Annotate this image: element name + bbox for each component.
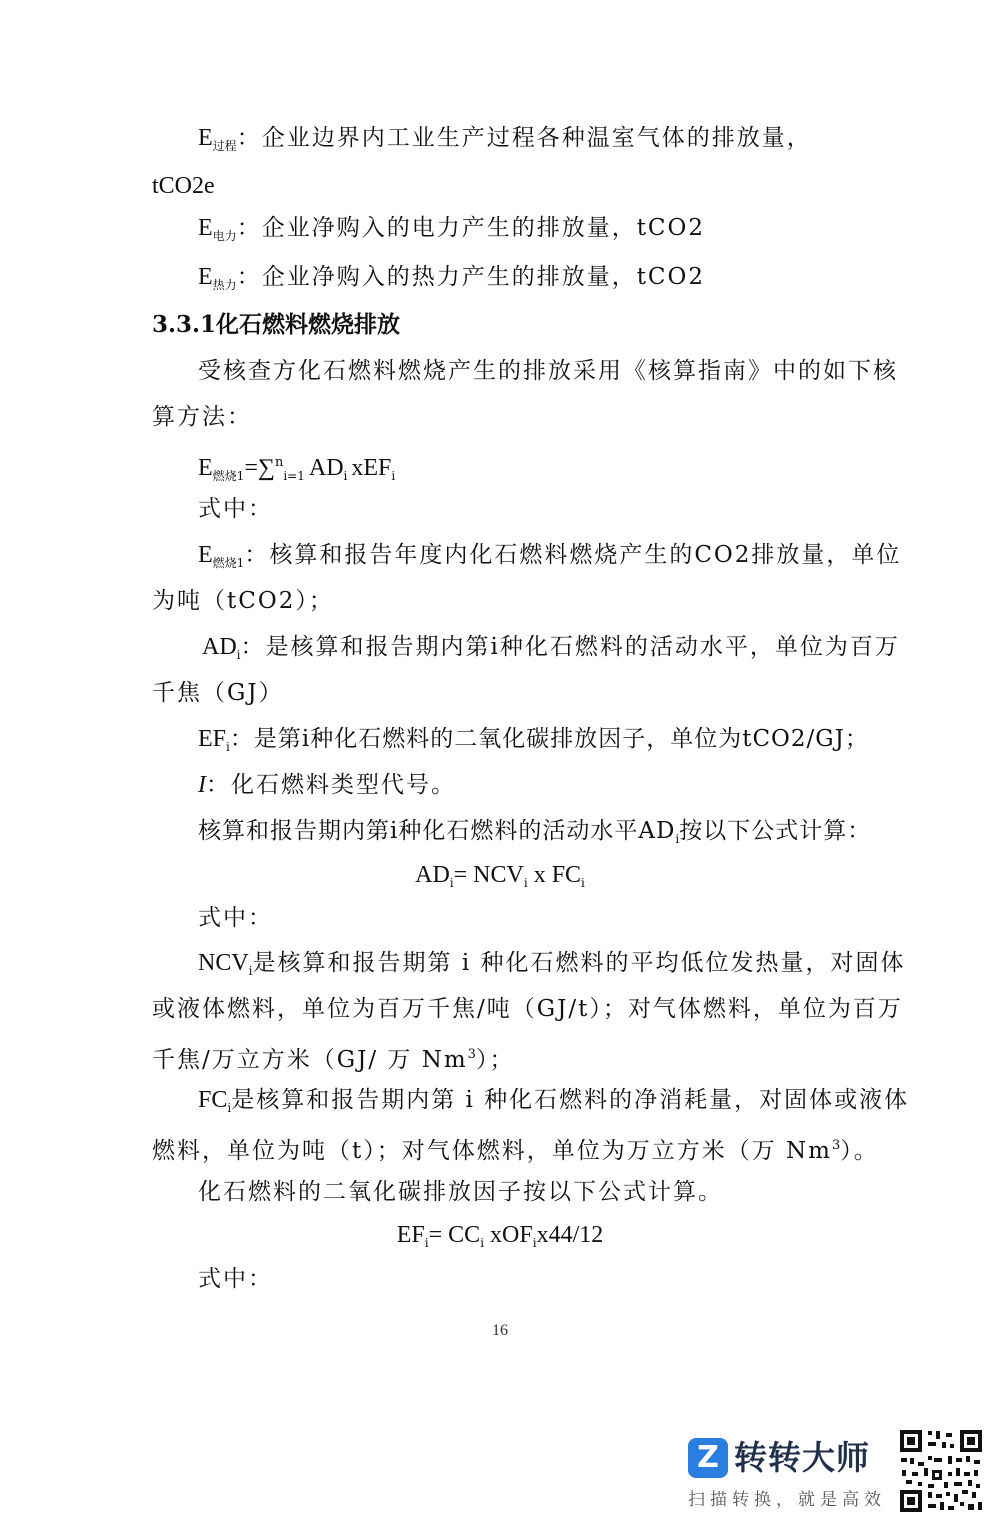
subscript-i: i xyxy=(248,964,253,978)
symbol-xef: xEF xyxy=(351,455,392,481)
line-e-power xyxy=(198,213,705,251)
where-label-3: 式中： xyxy=(198,1266,273,1292)
subscript-burn1: 燃烧1 xyxy=(212,469,245,483)
line-e-heat xyxy=(198,262,705,300)
where-label-1: 式中： xyxy=(198,496,273,522)
paragraph-ef-calc: 化石燃料的二氧化碳排放因子按以下公式计算。 xyxy=(198,1179,723,1205)
definition-ncv xyxy=(198,948,906,986)
text-e-heat: ：企业净购入的热力产生的排放量，tCO2 xyxy=(236,264,706,290)
text-ad-calc: 核算和报告期内第i种化石燃料的活动水平AD xyxy=(198,818,676,844)
subscript-i: i xyxy=(480,1236,485,1250)
watermark-logo-letter: Z xyxy=(697,1440,719,1475)
subscript-i: i xyxy=(675,832,680,846)
symbol-ad: AD xyxy=(415,862,450,888)
symbol-i-italic: I xyxy=(198,772,206,798)
text-unit-tco2e: tCO2e xyxy=(152,173,215,199)
definition-e-burn xyxy=(198,540,901,578)
definition-fc-line2 xyxy=(152,1131,879,1166)
subscript-i1: i=1 xyxy=(283,469,305,483)
subscript-i: i xyxy=(227,1101,232,1115)
sum-sign: =∑ xyxy=(244,455,275,481)
text-def-ef: ：是第i种化石燃料的二氧化碳排放因子，单位为tCO2/GJ； xyxy=(229,726,869,752)
subscript-i: i xyxy=(343,469,348,483)
subscript-i: i xyxy=(226,740,230,754)
text-def-e: ：核算和报告年度内化石燃料燃烧产生的CO2排放量，单位 xyxy=(244,542,902,568)
paragraph-ad-calc xyxy=(198,816,871,854)
symbol-ef: EF xyxy=(198,726,227,752)
subscript-i: i xyxy=(449,876,454,890)
section-heading: 3.3.1化石燃料燃烧排放 xyxy=(152,311,401,338)
subscript-i: i xyxy=(236,648,241,662)
line-e-process-unit xyxy=(152,171,215,201)
symbol-e: E xyxy=(198,125,213,151)
symbol-e: E xyxy=(198,215,213,241)
symbol-cc: = CC xyxy=(428,1222,481,1248)
where-label-2: 式中： xyxy=(198,905,273,931)
subscript-burn1: 燃烧1 xyxy=(212,556,245,570)
definition-ncv-line3 xyxy=(152,1040,514,1075)
text-ncv-line1: 是核算和报告期第 i 种化石燃料的平均低位发热量，对固体 xyxy=(252,950,906,976)
definition-i xyxy=(198,770,456,800)
subscript-i: i xyxy=(424,1236,429,1250)
text-ncv-line3: 千焦/万立方米（GJ/ 万 Nm xyxy=(152,1047,468,1073)
symbol-ad: AD xyxy=(202,634,237,660)
subscript-process: 过程 xyxy=(212,139,237,153)
definition-ad xyxy=(202,632,900,670)
formula-activity-level xyxy=(0,860,1000,898)
definition-e-burn-line2: 为吨（tCO2）； xyxy=(152,588,334,614)
subscript-i: i xyxy=(532,1236,537,1250)
text-ncv-line3-tail: ）； xyxy=(475,1047,515,1073)
formula-combustion xyxy=(198,448,395,491)
symbol-ncv: = NCV xyxy=(453,862,524,888)
definition-fc xyxy=(198,1085,909,1123)
subscript-i: i xyxy=(391,469,396,483)
text-def-i: ：化石燃料类型代号。 xyxy=(206,772,456,798)
definition-ad-line2: 千焦（GJ） xyxy=(152,680,284,706)
watermark-tagline: 扫描转换，就是高效 xyxy=(688,1490,886,1510)
symbol-ncv: NCV xyxy=(198,950,249,976)
symbol-of: xOF xyxy=(484,1222,533,1248)
symbol-ad: AD xyxy=(308,455,344,481)
subscript-heat: 热力 xyxy=(212,278,237,292)
text-e-power: ：企业净购入的电力产生的排放量，tCO2 xyxy=(236,215,706,241)
superscript-3: 3 xyxy=(467,1047,476,1062)
symbol-e: E xyxy=(198,542,213,568)
text-ad-calc-tail: 按以下公式计算： xyxy=(679,818,872,844)
superscript-3: 3 xyxy=(832,1138,841,1153)
qr-code-icon xyxy=(898,1428,984,1514)
definition-ncv-line2: 或液体燃料，单位为百万千焦/吨（GJ/t）；对气体燃料，单位为百万 xyxy=(152,996,903,1022)
superscript-n: n xyxy=(274,455,284,470)
paragraph-intro-line1: 受核查方化石燃料燃烧产生的排放采用《核算指南》中的如下核 xyxy=(198,358,898,384)
definition-ef xyxy=(198,724,869,762)
page-number: 16 xyxy=(492,1322,508,1339)
subscript-i: i xyxy=(523,876,528,890)
text-fc-line1: 是核算和报告期内第 i 种化石燃料的净消耗量，对固体或液体 xyxy=(231,1087,910,1113)
symbol-ef: EF xyxy=(396,1222,425,1248)
watermark-brand: 转转大师 xyxy=(734,1438,870,1477)
watermark-logo-icon xyxy=(688,1438,728,1478)
formula-emission-factor xyxy=(0,1220,1000,1258)
subscript-power: 电力 xyxy=(212,229,237,243)
line-e-process xyxy=(198,123,812,161)
text-fc-line2-tail: ）。 xyxy=(840,1138,879,1164)
text-e-process: ：企业边界内工业生产过程各种温室气体的排放量， xyxy=(236,125,812,151)
symbol-e: E xyxy=(198,455,213,481)
text-def-ad: ：是核算和报告期内第i种化石燃料的活动水平，单位为百万 xyxy=(240,634,900,660)
paragraph-intro-line2: 算方法： xyxy=(152,404,252,430)
symbol-fc: x FC xyxy=(527,862,582,888)
symbol-e: E xyxy=(198,264,213,290)
symbol-ratio: x44/12 xyxy=(536,1222,604,1248)
symbol-fc: FC xyxy=(198,1087,228,1113)
text-fc-line2: 燃料，单位为吨（t）；对气体燃料，单位为万立方米（万 Nm xyxy=(152,1138,832,1164)
subscript-i: i xyxy=(581,876,585,890)
